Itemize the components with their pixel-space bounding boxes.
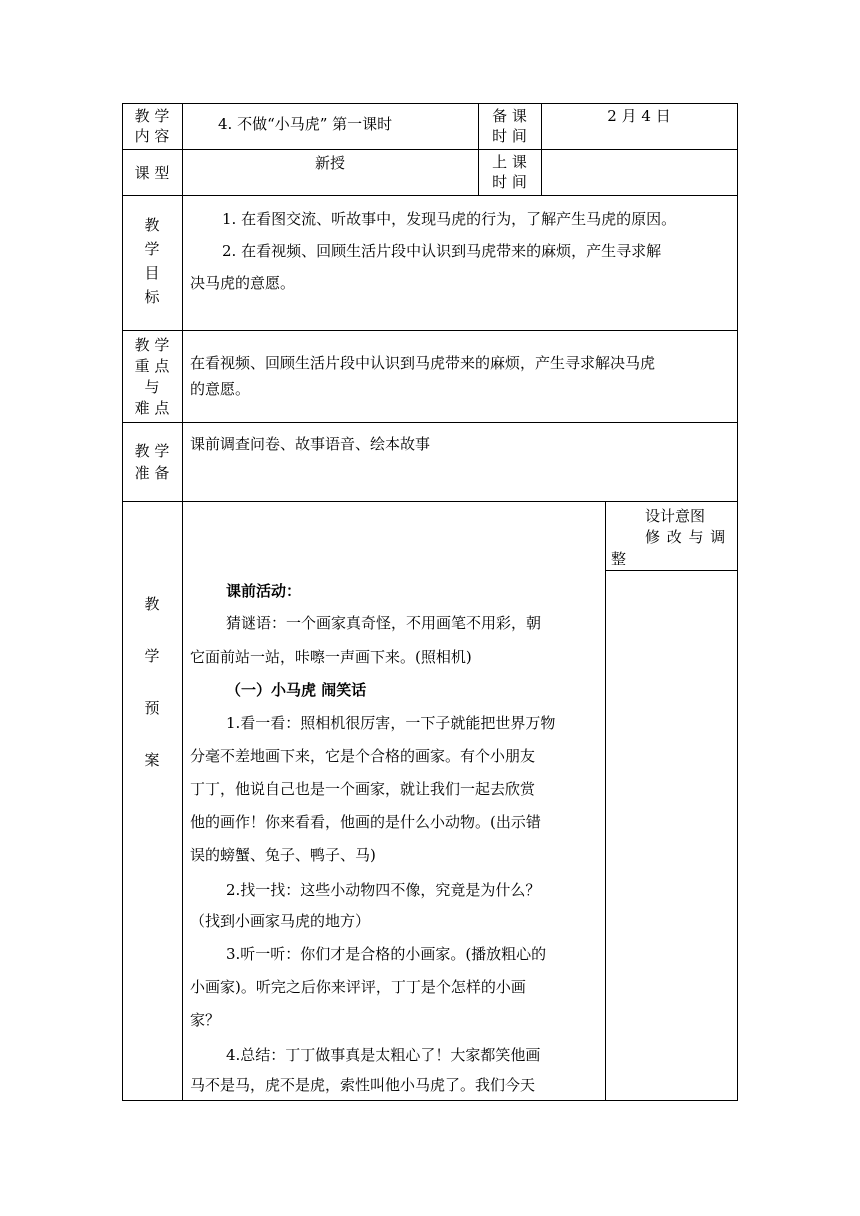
plan-label-char: 预 [144, 699, 160, 717]
key-points-line-2: 的意愿。 [190, 380, 251, 398]
prep-time-label-line1: 备 课 [492, 107, 527, 125]
key-points-label-line: 重 点 [134, 357, 170, 375]
plan-line: 2.找一找：这些小动物四不像，究竟是为什么？ [226, 881, 541, 899]
side-header-line3: 整 [611, 550, 627, 568]
preparation-label [122, 440, 182, 484]
key-points-label [122, 335, 182, 419]
plan-label-char: 学 [144, 647, 160, 665]
key-points-label-line: 与 [144, 378, 160, 396]
plan-line: 家？ [190, 1011, 221, 1029]
goals-label-char: 目 [144, 264, 160, 282]
plan-label-char: 教 [144, 595, 160, 613]
lesson-type-label: 课 型 [134, 164, 170, 182]
class-time-label-line1: 上 课 [492, 153, 527, 171]
plan-line: 丁丁，他说自己也是一个画家，就让我们一起去欣赏 [190, 780, 536, 798]
goal-line-1: 1. 在看图交流、听故事中，发现马虎的行为，了解产生马虎的原因。 [222, 210, 677, 228]
plan-line: 马不是马，虎不是虎，索性叫他小马虎了。我们今天 [190, 1076, 536, 1094]
lesson-type-value: 新授 [314, 154, 345, 172]
row1-label-line1: 教 学 [134, 107, 170, 125]
goals-label-char: 标 [144, 288, 160, 306]
key-points-line-1: 在看视频、回顾生活片段中认识到马虎带来的麻烦，产生寻求解决马虎 [190, 354, 656, 372]
prep-time-label-line2: 时 间 [492, 127, 527, 145]
side-header-line2: 修 改 与 调 [645, 528, 727, 546]
plan-label-char: 案 [144, 751, 160, 769]
plan-line: 它面前站一站，咔嚓一声画下来。(照相机) [190, 648, 472, 666]
row1-label-line2: 内 容 [134, 127, 170, 145]
plan-label [122, 594, 182, 770]
plan-line: 他的画作！你来看看，他画的是什么小动物。(出示错 [190, 813, 541, 831]
plan-line: （找到小画家马虎的地方） [190, 912, 371, 930]
key-points-label-line: 难 点 [134, 399, 170, 417]
goals-label [122, 213, 182, 309]
prep-time-label [478, 106, 541, 146]
plan-line: 1.看一看：照相机很厉害，一下子就能把世界万物 [226, 714, 556, 732]
goals-label-char: 学 [144, 240, 160, 258]
class-time-label-line2: 时 间 [492, 173, 527, 191]
side-header-line1: 设计意图 [645, 507, 706, 525]
plan-line: 猜谜语：一个画家真奇怪，不用画笔不用彩，朝 [226, 614, 542, 632]
plan-line: 4.总结：丁丁做事真是太粗心了！大家都笑他画 [226, 1046, 541, 1064]
goal-line-2: 2. 在看视频、回顾生活片段中认识到马虎带来的麻烦，产生寻求解 [222, 242, 662, 260]
plan-line: 分毫不差地画下来，它是个合格的画家。有个小朋友 [190, 747, 536, 765]
class-time-label [478, 152, 541, 192]
plan-line: 误的螃蟹、兔子、鸭子、马) [190, 846, 376, 864]
preparation-label-line: 教 学 [134, 442, 170, 460]
row1-label [122, 106, 182, 146]
goal-line-3: 决马虎的意愿。 [190, 274, 296, 292]
preparation-label-line: 准 备 [134, 464, 170, 482]
plan-line: 3.听一听：你们才是合格的小画家。(播放粗心的 [226, 945, 547, 963]
preparation-content: 课前调查问卷、故事语音、绘本故事 [190, 435, 431, 453]
plan-section-heading: （一）小马虎 闹笑话 [226, 681, 367, 699]
lesson-title: 4. 不做“小马虎” 第一课时 [218, 115, 393, 133]
prep-time-value: 2 月 4 日 [607, 107, 671, 125]
plan-line: 小画家)。听完之后你来评评，丁丁是个怎样的小画 [190, 978, 526, 996]
plan-line: 课前活动： [226, 582, 302, 600]
key-points-label-line: 教 学 [134, 336, 170, 354]
goals-label-char: 教 [144, 216, 160, 234]
